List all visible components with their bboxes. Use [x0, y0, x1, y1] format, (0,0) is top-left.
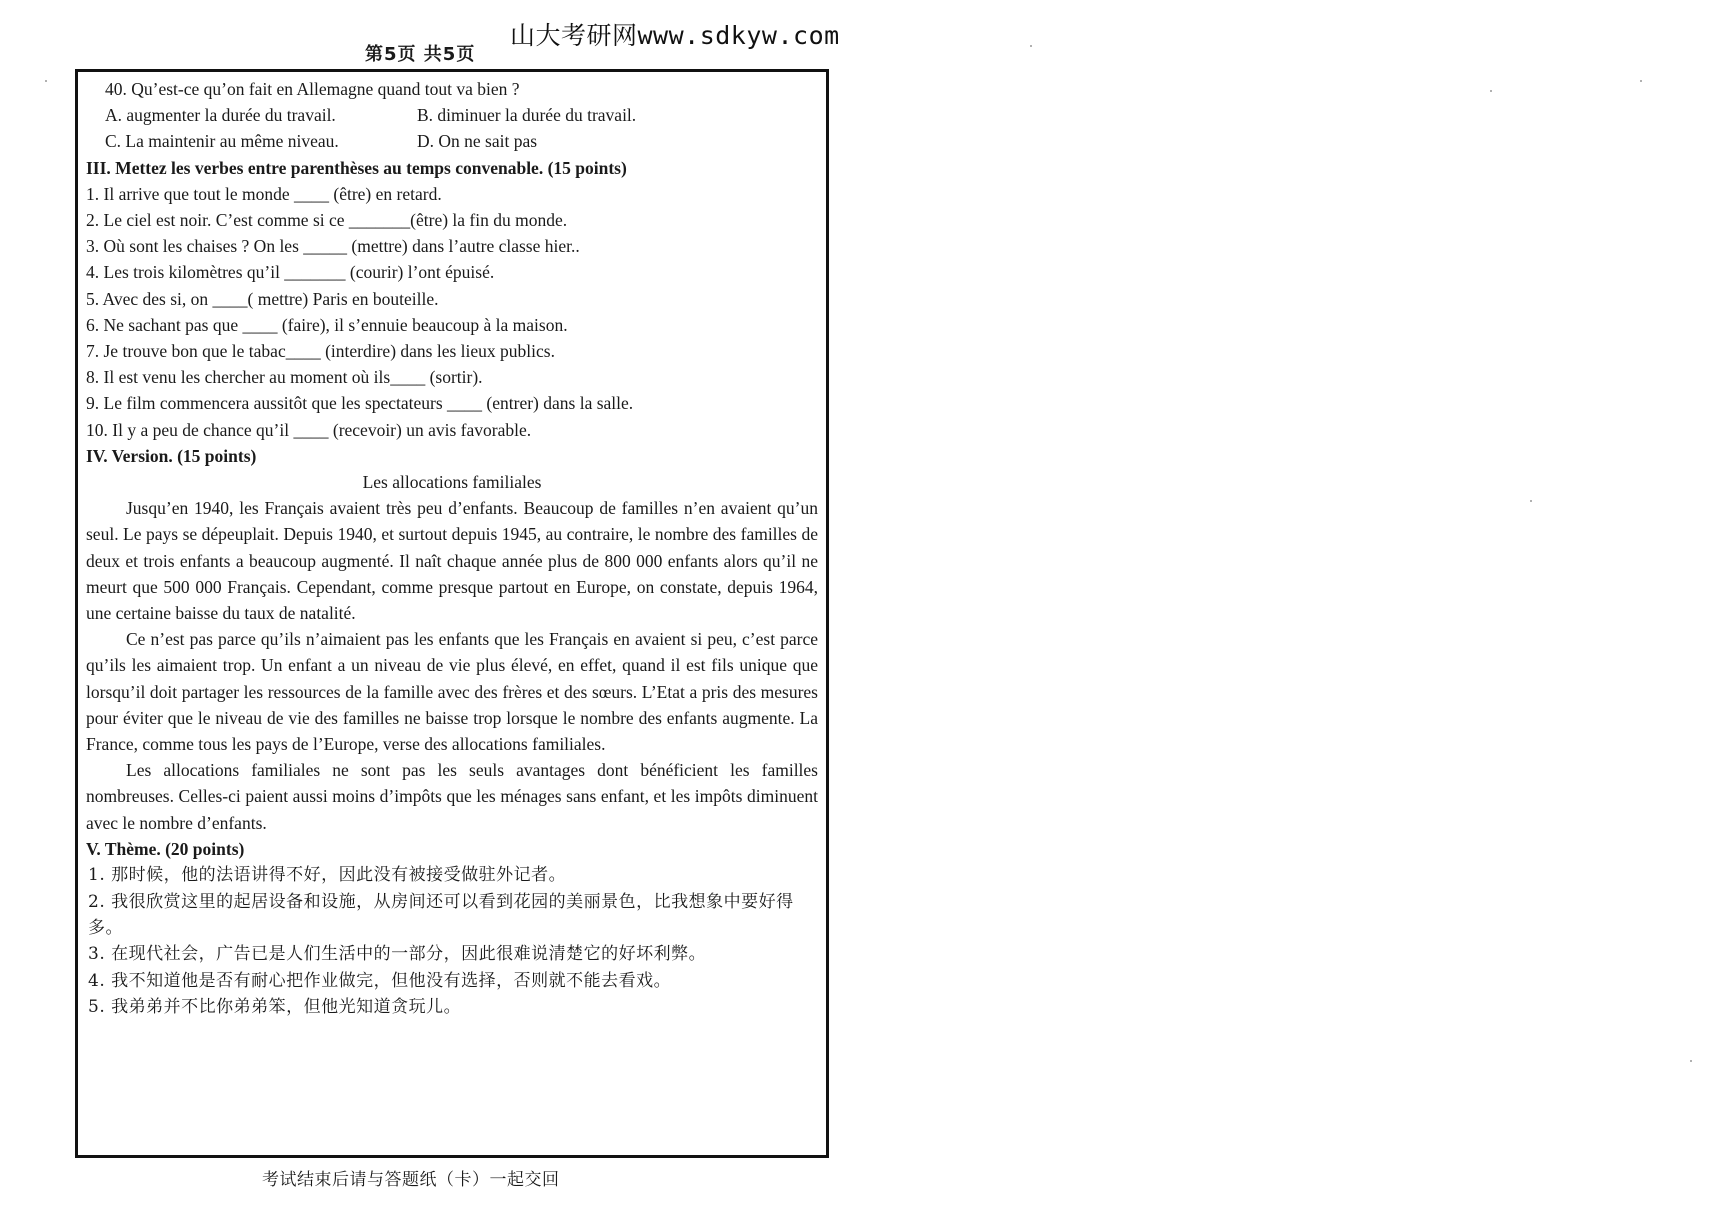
- section-3: [86, 155, 818, 443]
- verb-item: 8. Il est venu les chercher au moment où ils____ (sortir).: [86, 367, 483, 388]
- verb-item: 9. Le film commencera aussitôt que les spectateurs ____ (entrer) dans la salle.: [86, 393, 634, 414]
- verb-item: 2. Le ciel est noir. C’est comme si ce _______(être) la fin du monde.: [86, 210, 568, 231]
- verb-item: 4. Les trois kilomètres qu’il _______ (courir) l’ont épuisé.: [86, 262, 495, 283]
- theme-item: 1. 那时候，他的法语讲得不好，因此没有被接受做驻外记者。: [88, 865, 567, 886]
- verb-item: 5. Avec des si, on ____( mettre) Paris en bouteille.: [86, 288, 439, 309]
- option-d: D. On ne sait pas: [417, 131, 538, 152]
- scan-speck: [1690, 1060, 1692, 1062]
- verb-item: 10. Il y a peu de chance qu’il ____ (recevoir) un avis favorable.: [86, 419, 532, 440]
- passage-paragraph: Ce n’est pas parce qu’ils n’aimaient pas les enfants que les Français en avaient si peu, c’est parce qu’ils les aimaient trop. Un enfant a un niveau de vie plus élevé, en effet, quand il est fils unique que lorsqu’il doit partager les ressources de la famille avec des frères et des sœurs. L’Etat a pris des mesures pour éviter que le niveau de vie des familles ne baisse trop lorsque le nombre des enfants augmente. La France, comme tous les pays de l’Europe, verse des allocations familiales.: [86, 629, 818, 755]
- section-3-title: III. Mettez les verbes entre parenthèses au temps convenable. (15 points): [86, 157, 627, 178]
- section-5-title: V. Thème. (20 points): [86, 838, 245, 859]
- verb-item: 6. Ne sachant pas que ____ (faire), il s’ennuie beaucoup à la maison.: [86, 314, 568, 335]
- section-4: [86, 443, 818, 836]
- passage-paragraph: Jusqu’en 1940, les Français avaient très peu d’enfants. Beaucoup de familles n’en avaient qu’un seul. Le pays se dépeuplait. Depuis 1940, et surtout depuis 1945, au contraire, le nombre des familles de deux et trois enfants a beaucoup augmenté. Il naît chaque année plus de 800 000 enfants alors qu’il ne meurt que 500 000 Français. Cependant, comme presque partout en Europe, on constate, depuis 1964, une certaine baisse du taux de natalité.: [86, 498, 818, 624]
- theme-item: 4. 我不知道他是否有耐心把作业做完，但他没有选择，否则就不能去看戏。: [88, 970, 672, 991]
- question-40-text: 40. Qu’est-ce qu’on fait en Allemagne quand tout va bien ?: [105, 79, 520, 99]
- scan-speck: [1640, 80, 1642, 82]
- theme-item: 2. 我很欣赏这里的起居设备和设施，从房间还可以看到花园的美丽景色，比我想象中要好得多。: [88, 891, 794, 938]
- exam-frame: [75, 69, 829, 1158]
- theme-item: 5. 我弟弟并不比你弟弟笨，但他光知道贪玩儿。: [88, 997, 462, 1018]
- watermark: 山大考研网www.sdkyw.com: [510, 21, 840, 50]
- question-40: [86, 76, 818, 155]
- scan-speck: [1030, 45, 1032, 47]
- passage-paragraph: Les allocations familiales ne sont pas les seuls avantages dont bénéficient les familles nombreuses. Celles-ci paient aussi moins d’impôts que les ménages sans enfant, et les impôts diminuent avec le nombre d’enfants.: [86, 760, 818, 833]
- option-a: A. augmenter la durée du travail.: [105, 105, 336, 126]
- page-number: 第5页 共5页: [365, 44, 476, 65]
- question-40-options-row-2: [86, 128, 818, 154]
- verb-item: 3. Où sont les chaises ? On les _____ (mettre) dans l’autre classe hier..: [86, 236, 580, 257]
- section-5: [86, 836, 818, 1021]
- question-40-options-row-1: [86, 102, 818, 128]
- theme-item: 3. 在现代社会，广告已是人们生活中的一部分，因此很难说清楚它的好坏利弊。: [88, 944, 707, 965]
- section-4-title: IV. Version. (15 points): [86, 445, 257, 466]
- verb-item: 7. Je trouve bon que le tabac____ (interdire) dans les lieux publics.: [86, 341, 555, 362]
- passage-title: Les allocations familiales: [362, 472, 542, 493]
- scan-speck: [1530, 500, 1532, 502]
- scan-speck: [1490, 90, 1492, 92]
- scan-speck: [45, 80, 47, 82]
- option-c: C. La maintenir au même niveau.: [105, 131, 339, 152]
- option-b: B. diminuer la durée du travail.: [417, 105, 637, 126]
- footer-note: 考试结束后请与答题纸（卡）一起交回: [262, 1170, 560, 1190]
- verb-item: 1. Il arrive que tout le monde ____ (être) en retard.: [86, 183, 442, 204]
